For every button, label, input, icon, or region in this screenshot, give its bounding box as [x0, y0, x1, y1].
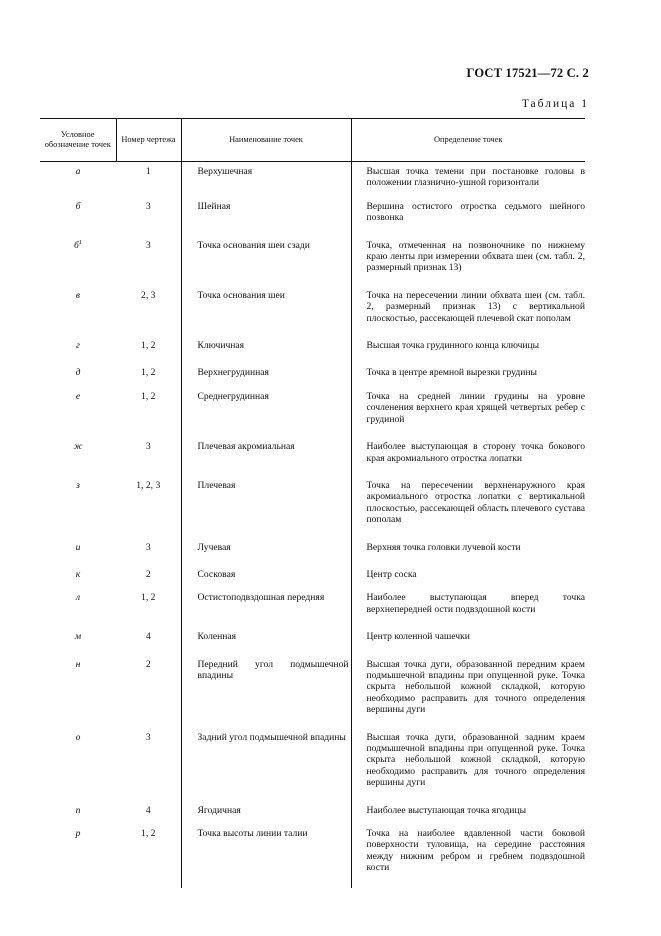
- table-row: [40, 565, 585, 588]
- cell-symbol-text: г: [76, 340, 80, 352]
- table-row: [40, 162, 585, 197]
- cell-drawing: [116, 824, 181, 888]
- cell-definition: [351, 363, 585, 386]
- cell-definition-text: Высшая точка грудинного конца ключицы: [366, 340, 540, 352]
- cell-definition-text: Наиболее выступающая в сторону точка бокового края акромиального отростка лопатки: [366, 441, 585, 464]
- cell-drawing: [116, 565, 181, 588]
- cell-definition-text: Наиболее выступающая точка ягодицы: [366, 804, 527, 816]
- cell-drawing-text: 2, 3: [141, 289, 156, 301]
- table-row: [40, 538, 585, 565]
- cell-definition: [351, 437, 585, 476]
- cell-drawing: [116, 655, 181, 728]
- document-code: ГОСТ 17521—72 С. 2: [466, 66, 589, 80]
- cell-definition: [351, 387, 585, 437]
- cell-definition-text: Верхняя точка головки лучевой кости: [366, 541, 521, 553]
- cell-name-text: Точка основания шеи: [197, 289, 285, 301]
- cell-name-text: Коленная: [197, 631, 237, 643]
- cell-symbol-text: р: [75, 828, 81, 840]
- table-row: [40, 627, 585, 654]
- cell-definition-text: Точка на пересечении верхненаружного края акромиального отростка лопатки с вертикальной плоскостью, рассекающей область плечевого сустава пополам: [366, 479, 585, 526]
- cell-symbol: [40, 363, 116, 386]
- cell-symbol-text: в: [75, 289, 81, 301]
- cell-name: [181, 565, 351, 588]
- cell-definition: [351, 728, 585, 801]
- cell-name: [181, 236, 351, 286]
- cell-definition: [351, 336, 585, 363]
- table-row: [40, 236, 585, 286]
- table-row: [40, 801, 585, 824]
- table-row: [40, 824, 585, 888]
- cell-definition: [351, 236, 585, 286]
- cell-definition-text: Центр соска: [366, 568, 417, 580]
- cell-symbol-text: з: [76, 479, 80, 491]
- cell-symbol: [40, 162, 116, 197]
- cell-name-text: Верхнегрудинная: [197, 367, 269, 379]
- cell-name-text: Плечевая: [197, 479, 236, 491]
- cell-symbol: [40, 538, 116, 565]
- cell-name-text: Среднегрудинная: [197, 390, 269, 402]
- cell-name-text: Задний угол подмышечной впадины: [197, 731, 346, 743]
- cell-drawing-text: 3: [145, 541, 151, 553]
- cell-drawing-text: 4: [145, 631, 151, 643]
- table-row: [40, 476, 585, 538]
- cell-drawing-text: 1, 2: [141, 828, 156, 840]
- table-row: [40, 286, 585, 336]
- cell-definition: [351, 801, 585, 824]
- cell-name: [181, 162, 351, 197]
- table-row: [40, 336, 585, 363]
- cell-name-text: Верхушечная: [197, 166, 253, 177]
- cell-drawing: [116, 588, 181, 627]
- cell-definition: [351, 655, 585, 728]
- cell-symbol: [40, 824, 116, 888]
- cell-drawing-text: 1, 2: [141, 592, 156, 604]
- cell-name: [181, 437, 351, 476]
- cell-definition-text: Высшая точка дуги, образованной передним краем подмышечной впадины при опущенной руке. Точка скрыта небольшой кожной складкой, которую необходимо расправить для точного определения вершины дуги: [366, 658, 585, 716]
- cell-drawing: [116, 538, 181, 565]
- cell-drawing: [116, 387, 181, 437]
- cell-name: [181, 336, 351, 363]
- cell-definition: [351, 162, 585, 197]
- cell-name-text: Точка высоты линии талии: [197, 828, 308, 840]
- points-table: [40, 118, 585, 888]
- cell-definition-text: Центр коленной чашечки: [366, 631, 470, 643]
- cell-name: [181, 363, 351, 386]
- cell-definition: [351, 565, 585, 588]
- cell-symbol: [40, 387, 116, 437]
- cell-definition-text: Точка на наиболее вдавленной части боковой поверхности туловища, на середине расстояния между нижним ребром и гребнем подвздошной кости: [366, 828, 585, 874]
- column-header-name: Наименование точек: [181, 119, 351, 162]
- cell-drawing: [116, 197, 181, 236]
- column-header-drawing: Номер чертежа: [116, 119, 181, 162]
- cell-name: [181, 728, 351, 801]
- cell-name-text: Ягодичная: [197, 804, 241, 816]
- table-label: Таблица 1: [521, 98, 589, 110]
- cell-symbol-text: м: [74, 631, 82, 643]
- cell-definition-text: Высшая точка дуги, образованной задним краем подмышечной впадины при опущенной руке. Точка скрыта небольшой кожной складкой, которую необходимо расправить для точного определения вершины дуги: [366, 731, 585, 789]
- cell-symbol-superscript: 1: [78, 238, 83, 246]
- table-row: [40, 197, 585, 236]
- cell-drawing: [116, 236, 181, 286]
- cell-name-text: Передний угол подмышечной впадины: [197, 658, 349, 681]
- cell-drawing: [116, 363, 181, 386]
- cell-symbol-text: е: [75, 390, 81, 402]
- cell-drawing-text: 2: [145, 658, 151, 670]
- cell-definition: [351, 197, 585, 236]
- cell-drawing: [116, 476, 181, 538]
- cell-name-text: Точка основания шеи сзади: [197, 239, 310, 251]
- cell-drawing-text: 3: [145, 200, 151, 212]
- cell-symbol: [40, 476, 116, 538]
- cell-symbol-text: л: [75, 592, 81, 604]
- cell-symbol: [40, 627, 116, 654]
- cell-name-text: Ключичная: [197, 340, 245, 352]
- cell-name: [181, 588, 351, 627]
- cell-name: [181, 627, 351, 654]
- cell-name: [181, 286, 351, 336]
- cell-name-text: Плечевая акромиальная: [197, 441, 295, 453]
- cell-symbol: [40, 437, 116, 476]
- cell-name-text: Сосковая: [197, 568, 236, 580]
- cell-symbol: [40, 588, 116, 627]
- cell-name: [181, 476, 351, 538]
- cell-drawing-text: 1, 2, 3: [136, 479, 161, 491]
- table-body: [40, 162, 585, 888]
- column-header-symbol: Условное обозначение точек: [40, 119, 116, 162]
- cell-symbol-text: п: [75, 804, 81, 816]
- cell-symbol: [40, 336, 116, 363]
- column-header-definition: Определение точек: [351, 119, 585, 162]
- cell-symbol: [40, 728, 116, 801]
- cell-name: [181, 824, 351, 888]
- cell-definition: [351, 627, 585, 654]
- cell-symbol-text: а: [75, 166, 81, 177]
- table-row: [40, 728, 585, 801]
- table-row: [40, 588, 585, 627]
- table-header-row: [40, 119, 585, 162]
- cell-drawing-text: 4: [145, 804, 151, 816]
- cell-definition-text: Высшая точка темени при постановке головы в положении глазнично-ушной горизонтали: [366, 166, 585, 189]
- cell-drawing: [116, 728, 181, 801]
- cell-symbol-text: н: [75, 658, 81, 670]
- table-row: [40, 437, 585, 476]
- cell-symbol: [40, 236, 116, 286]
- cell-name: [181, 801, 351, 824]
- table-row: [40, 387, 585, 437]
- cell-drawing: [116, 801, 181, 824]
- cell-drawing-text: 1: [145, 166, 151, 177]
- cell-definition-text: Наиболее выступающая вперед точка верхнепередней ости подвздошной кости: [366, 592, 585, 615]
- cell-definition: [351, 538, 585, 565]
- cell-symbol-text: и: [75, 541, 81, 553]
- cell-symbol-text: ж: [73, 441, 83, 453]
- cell-symbol-text: б: [75, 200, 81, 212]
- cell-drawing-text: 1, 2: [141, 367, 156, 379]
- cell-drawing: [116, 437, 181, 476]
- cell-symbol-text: б: [73, 239, 79, 251]
- cell-name: [181, 538, 351, 565]
- cell-name-text: Лучевая: [197, 541, 231, 553]
- cell-drawing: [116, 627, 181, 654]
- cell-drawing: [116, 286, 181, 336]
- cell-definition-text: Точка на средней линии грудины на уровне сочленения верхнего края хрящей четвертых ребер с грудиной: [366, 390, 585, 425]
- cell-drawing-text: 1, 2: [141, 390, 156, 402]
- table-row: [40, 655, 585, 728]
- cell-name-text: Шейная: [197, 200, 231, 212]
- cell-definition-text: Точка, отмеченная на позвоночнике по нижнему краю ленты при измерении обхвата шеи (см. табл. 2, размерный признак 13): [366, 239, 585, 274]
- cell-name: [181, 387, 351, 437]
- cell-name: [181, 655, 351, 728]
- cell-symbol: [40, 655, 116, 728]
- cell-definition-text: Вершина остистого отростка седьмого шейного позвонка: [366, 200, 585, 224]
- cell-drawing-text: 3: [145, 441, 151, 453]
- cell-drawing-text: 2: [145, 568, 151, 580]
- cell-drawing-text: 1, 2: [141, 340, 156, 352]
- cell-definition: [351, 824, 585, 888]
- cell-symbol-text: о: [75, 731, 81, 743]
- cell-drawing-text: 3: [145, 731, 151, 743]
- cell-symbol-text: к: [75, 568, 81, 580]
- cell-definition: [351, 286, 585, 336]
- cell-name: [181, 197, 351, 236]
- cell-definition-text: Точка на пересечении линии обхвата шеи (см. табл. 2, размерный признак 13) с вертикальной плоскостью, рассекающей плечевой скат пополам: [366, 289, 585, 324]
- cell-drawing: [116, 162, 181, 197]
- table-row: [40, 363, 585, 386]
- cell-drawing-text: 3: [145, 239, 151, 251]
- cell-definition: [351, 476, 585, 538]
- cell-symbol: [40, 801, 116, 824]
- cell-name-text: Остистоподвздошная передняя: [197, 592, 325, 604]
- cell-definition: [351, 588, 585, 627]
- cell-symbol: [40, 197, 116, 236]
- cell-symbol: [40, 565, 116, 588]
- cell-symbol-text: д: [75, 367, 81, 379]
- cell-definition-text: Точка в центре яремной вырезки грудины: [366, 367, 537, 379]
- cell-symbol: [40, 286, 116, 336]
- cell-drawing: [116, 336, 181, 363]
